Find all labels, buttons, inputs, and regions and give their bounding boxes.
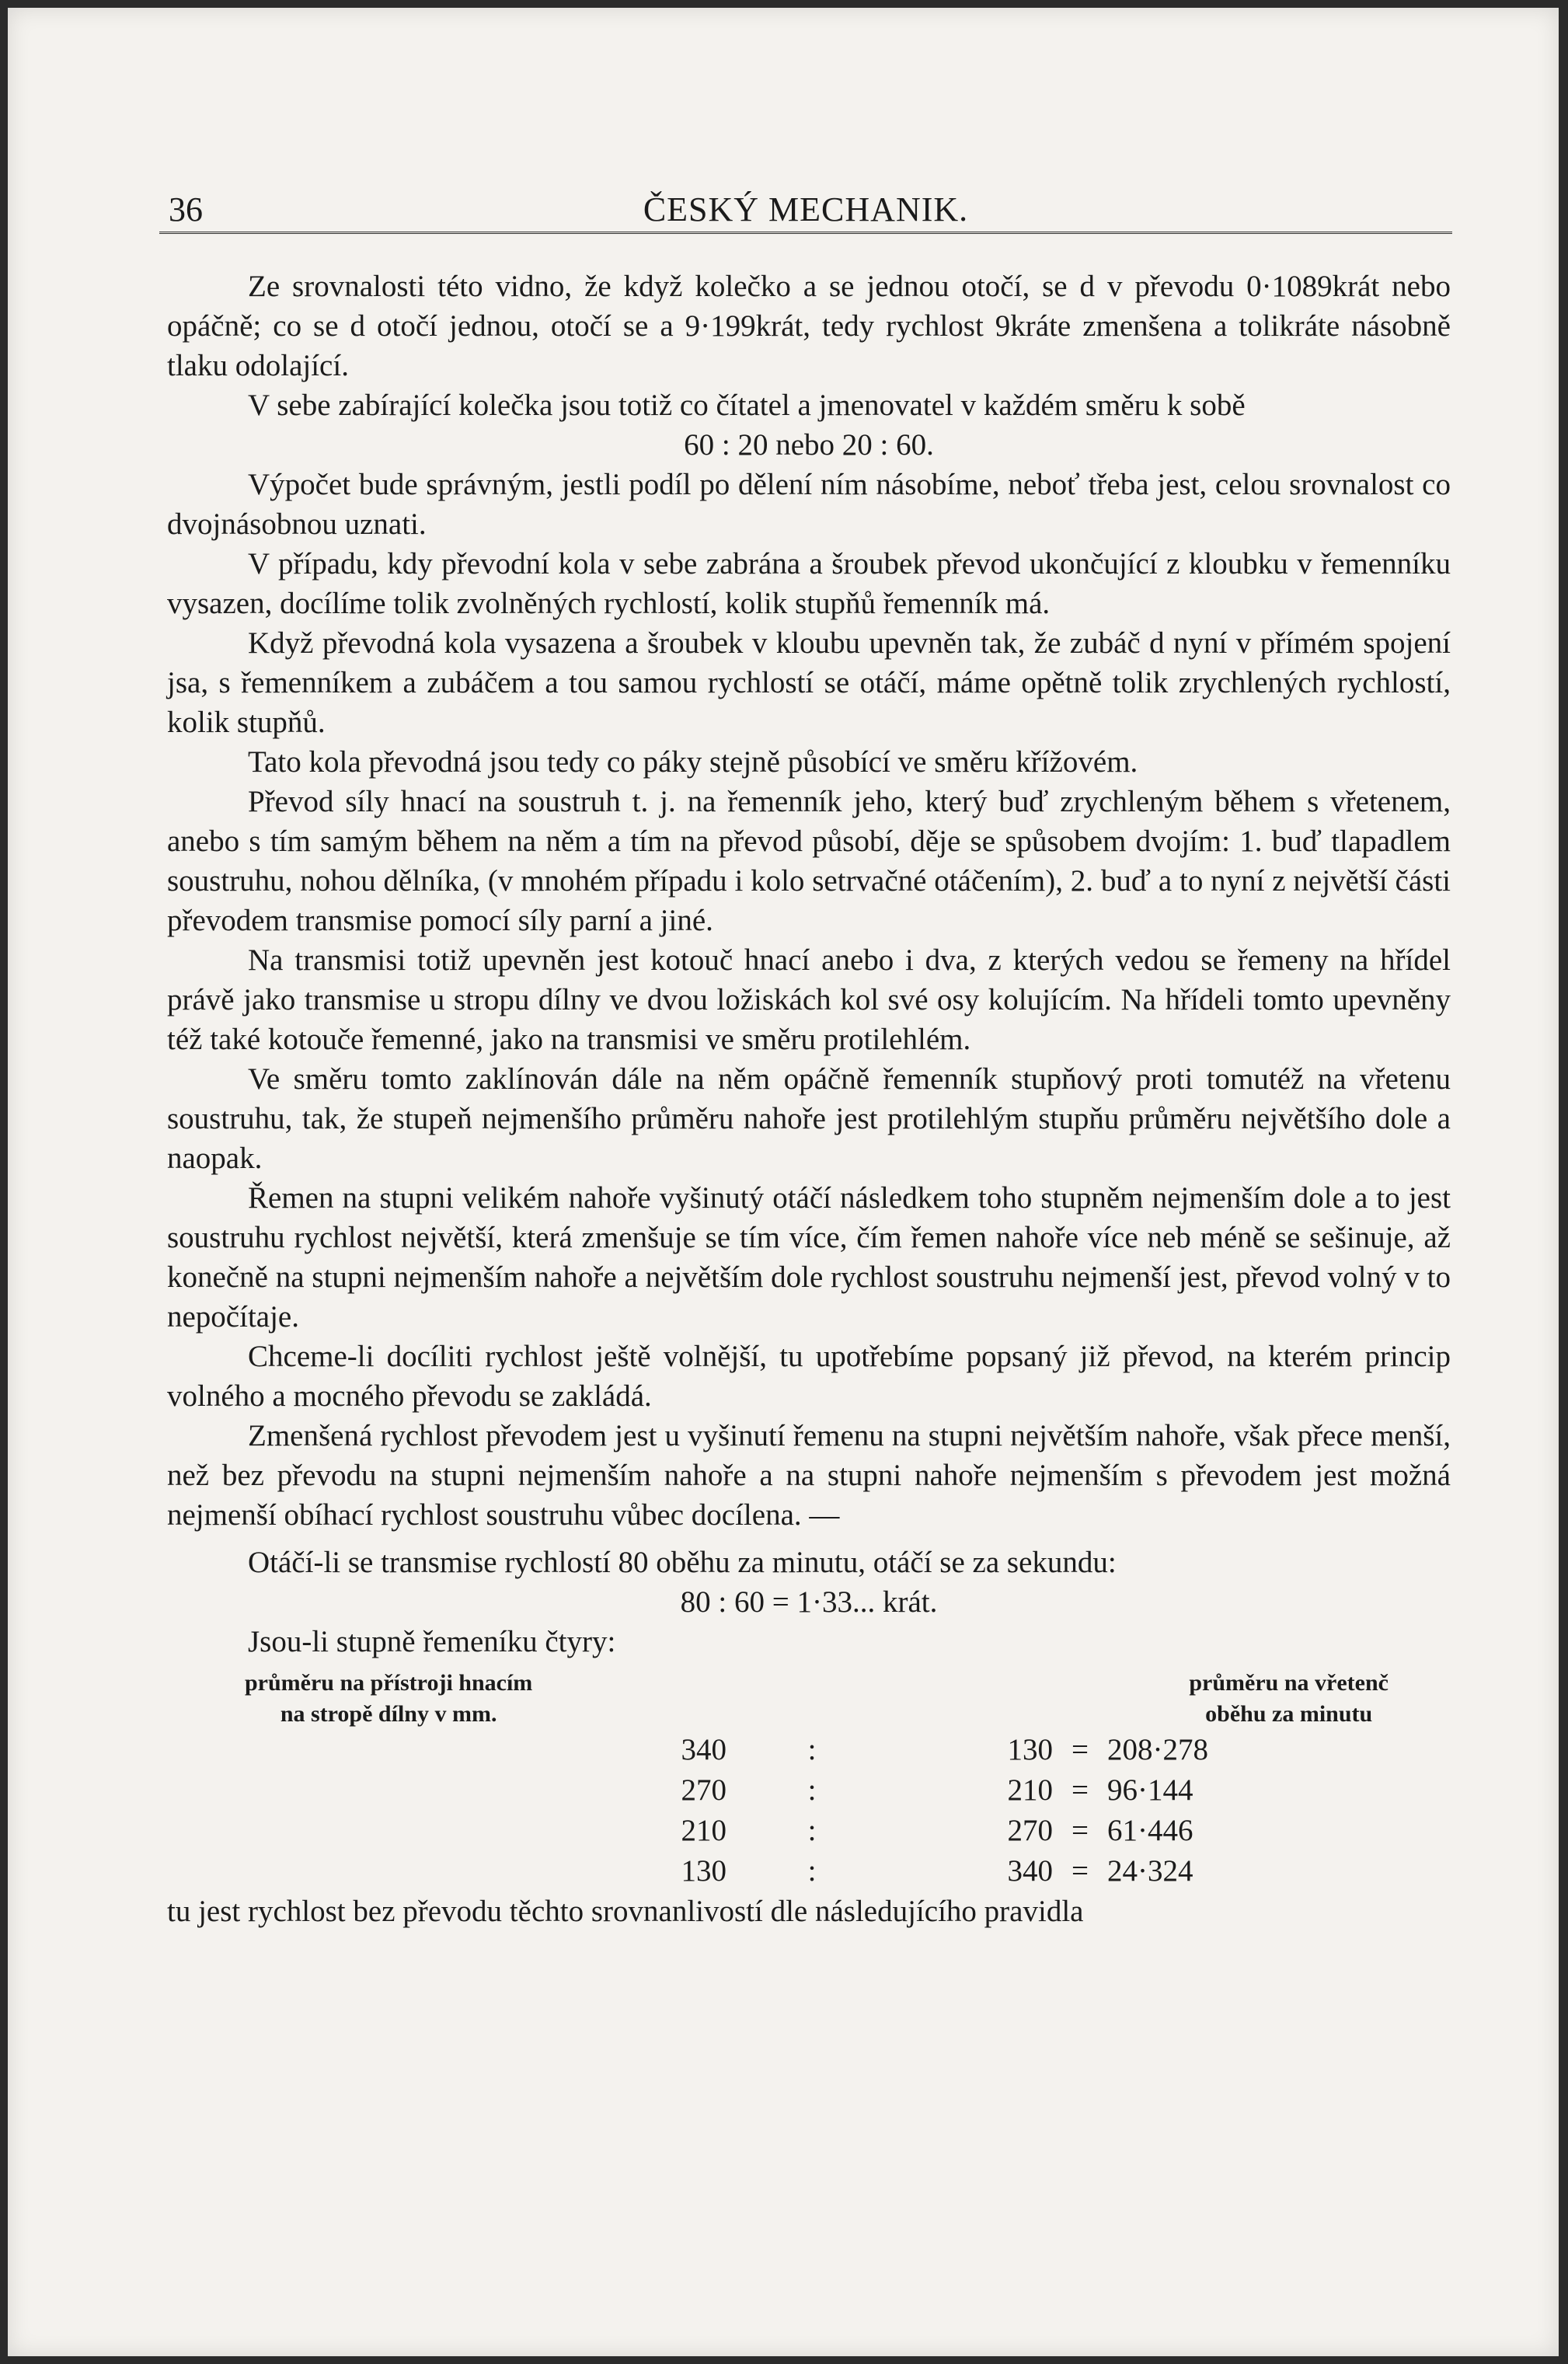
paragraph: V případu, kdy převodní kola v sebe zabrána a šroubek převod ukončující z kloubku v řemenníku vysazen, docílíme tolik zvolněných rychlostí, kolik stupňů řemenník má. bbox=[167, 547, 1451, 620]
speed-formula: 80 : 60 = 1·33... krát. bbox=[680, 1585, 938, 1619]
paragraph: Na transmisi totiž upevněn jest kotouč hnací anebo i dva, z kterých vedou se řemeny na hřídel právě jako transmise u stropu dílny ve dvou ložiskách kol své osy kolujícím. Na hřídeli tomto upevněny též také kotouče řemenné, jako na transmisi ve směru protilehlém. bbox=[167, 943, 1451, 1056]
paragraph: Ze srovnalosti této vidno, že když kolečko a se jednou otočí, se d v převodu 0·1089krát nebo opáčně; co se d otočí jednou, otočí se a 9·199krát, tedy rychlost 9kráte zmenšena a tolikráte násobně tlaku odolající. bbox=[167, 270, 1451, 382]
paragraph: V sebe zabírající kolečka jsou totiž co čítatel a jmenovatel v každém směru k sobě bbox=[248, 389, 1246, 422]
table-row: 340 : 130 = 208·278 bbox=[681, 1733, 1208, 1766]
pulley-table bbox=[167, 1730, 1451, 1892]
table-row: 210 : 270 = 61·446 bbox=[681, 1814, 1193, 1847]
paragraph: Když převodná kola vysazena a šroubek v kloubu upevněn tak, že zubáč d nyní v přímém spojení jsa, s řemenníkem a zubáčem a tou samou rychlostí se otáčí, máme opětně tolik zrychlených rychlostí, kolik stupňů. bbox=[167, 626, 1451, 739]
paragraph: Otáčí-li se transmise rychlostí 80 oběhu za minutu, otáčí se za sekundu: bbox=[248, 1546, 1117, 1579]
paragraph: Ve směru tomto zaklínován dále na něm opáčně řemenník stupňový proti tomutéž na vřetenu soustruhu, tak, že stupeň nejmenšího průměru nahoře jest protilehlým stupňu průměru největšího dole a naopak. bbox=[167, 1062, 1451, 1175]
page-header bbox=[159, 188, 1452, 234]
paragraph: Zmenšená rychlost převodem jest u vyšinutí řemenu na stupni největším nahoře, však přece menší, než bez převodu na stupni nejmenším nahoře a na stupni nahoře nejmenším s převodem jest možná nejmenší obíhací rychlost soustruhu vůbec docílena. — bbox=[167, 1419, 1451, 1532]
table-header-right: průměru na vřetenč oběhu za minutu bbox=[1189, 1670, 1389, 1727]
paragraph: Chceme-li docíliti rychlost ještě volnější, tu upotřebíme popsaný již převod, na kterém princip volného a mocného převodu se zakládá. bbox=[167, 1340, 1451, 1413]
paragraph: Výpočet bude správným, jestli podíl po dělení ním násobíme, neboť třeba jest, celou srovnalost co dvojnásobnou uznati. bbox=[167, 468, 1451, 541]
table-intro: Jsou-li stupně řemeníku čtyry: bbox=[248, 1625, 616, 1658]
ratio-formula: 60 : 20 nebo 20 : 60. bbox=[684, 428, 934, 462]
book-page bbox=[8, 8, 1559, 2356]
page-number: 36 bbox=[169, 190, 203, 228]
page-body bbox=[167, 267, 1451, 1931]
running-title: ČESKÝ MECHANIK. bbox=[643, 190, 969, 228]
final-line: tu jest rychlost bez převodu těchto srovnanlivostí dle následujícího pravidla bbox=[167, 1895, 1084, 1928]
paragraph: Tato kola převodná jsou tedy co páky stejně působící ve směru křížovém. bbox=[248, 745, 1138, 779]
paragraph: Převod síly hnací na soustruh t. j. na řemenník jeho, který buď zrychleným během s vřetenem, anebo s tím samým během na něm a tím na převod působí, děje se spůsobem dvojím: 1. buď tlapadlem soustruhu, nohou dělníka, (v mnohém případu i kolo setrvačné otáčením), 2. buď a to nyní z největší části převodem transmise pomocí síly parní a jiné. bbox=[167, 785, 1451, 937]
paragraph: Řemen na stupni velikém nahoře vyšinutý otáčí následkem toho stupněm nejmenším dole a to jest soustruhu rychlost největší, která zmenšuje se tím více, čím řemen nahoře více neb méně se sešinuje, až konečně na stupni nejmenším nahoře a největším dole rychlost soustruhu nejmenší jest, převod volný v to nepočítaje. bbox=[167, 1181, 1451, 1334]
table-header-left: průměru na přístroji hnacím na stropě dílny v mm. bbox=[245, 1670, 533, 1727]
table-row: 270 : 210 = 96·144 bbox=[681, 1773, 1193, 1807]
table-row: 130 : 340 = 24·324 bbox=[681, 1854, 1193, 1888]
table-header bbox=[167, 1668, 1451, 1730]
